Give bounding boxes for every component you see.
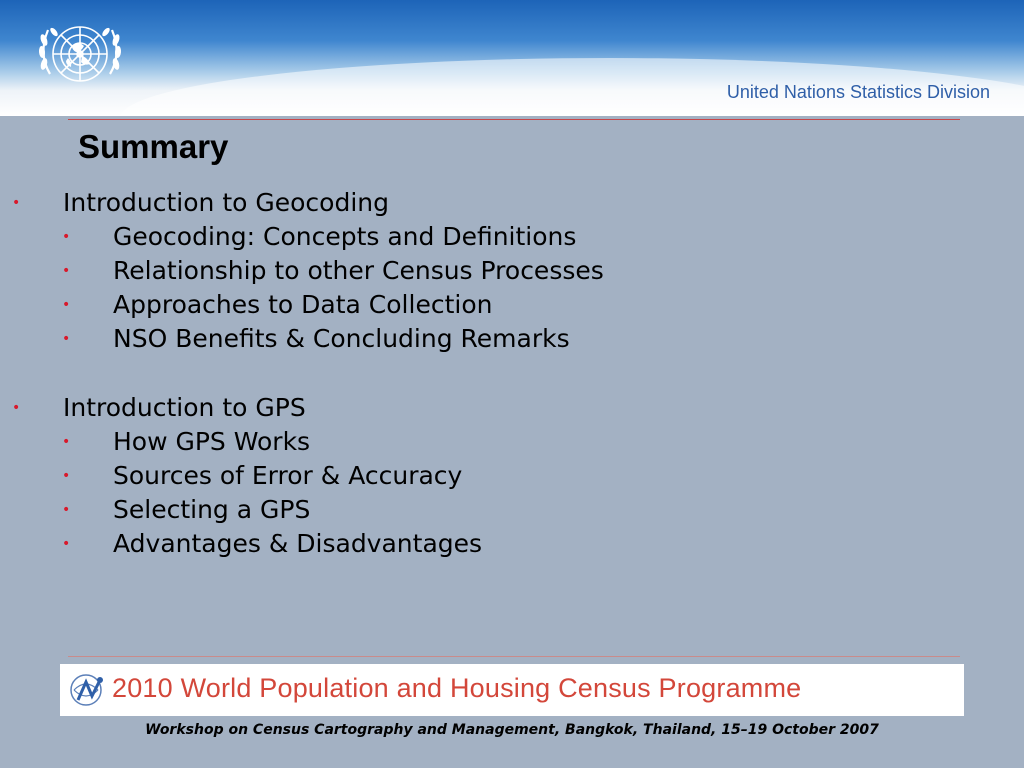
bullet-item xyxy=(62,527,483,561)
un-emblem-icon xyxy=(28,10,132,102)
banner-title: 2010 World Population and Housing Census Programme xyxy=(112,673,802,703)
bullet-item xyxy=(62,459,463,493)
bullet-item xyxy=(62,425,311,459)
footer-text: Workshop on Census Cartography and Management, Bangkok, Thailand, 15–19 October 2007 xyxy=(145,722,879,738)
bullet-item xyxy=(62,220,577,254)
bullet-dot-icon: • xyxy=(12,400,21,416)
bullet-text: Approaches to Data Collection xyxy=(113,290,493,319)
bullet-dot-icon: • xyxy=(62,468,71,484)
bullet-text: Sources of Error & Accuracy xyxy=(113,461,463,490)
bullet-text: How GPS Works xyxy=(113,427,311,456)
bullet-dot-icon: • xyxy=(62,297,71,313)
bullet-dot-icon: • xyxy=(62,331,71,347)
slide-header xyxy=(0,0,1024,116)
census-programme-banner xyxy=(60,664,964,716)
bullet-text: Relationship to other Census Processes xyxy=(113,256,604,285)
title-divider xyxy=(68,119,960,120)
bullet-text: Geocoding: Concepts and Definitions xyxy=(113,222,577,251)
bullet-item xyxy=(62,322,570,356)
bullet-text: Selecting a GPS xyxy=(113,495,311,524)
bullet-heading-geocoding xyxy=(12,186,390,220)
bullet-text: Introduction to GPS xyxy=(63,393,306,422)
bullet-dot-icon: • xyxy=(62,229,71,245)
bullet-text: Introduction to Geocoding xyxy=(63,188,390,217)
bullet-item xyxy=(62,254,604,288)
bullet-heading-gps xyxy=(12,391,306,425)
bullet-dot-icon: • xyxy=(12,195,21,211)
slide-title: Summary xyxy=(78,128,229,165)
bullet-dot-icon: • xyxy=(62,434,71,450)
bullet-dot-icon: • xyxy=(62,263,71,279)
census-programme-logo-icon xyxy=(66,670,110,710)
bullet-item xyxy=(62,288,493,322)
bullet-text: Advantages & Disadvantages xyxy=(113,529,483,558)
footer-divider xyxy=(68,656,960,657)
bullet-item xyxy=(62,493,311,527)
organization-name: United Nations Statistics Division xyxy=(726,82,990,102)
bullet-text: NSO Benefits & Concluding Remarks xyxy=(113,324,570,353)
bullet-dot-icon: • xyxy=(62,502,71,518)
bullet-dot-icon: • xyxy=(62,536,71,552)
